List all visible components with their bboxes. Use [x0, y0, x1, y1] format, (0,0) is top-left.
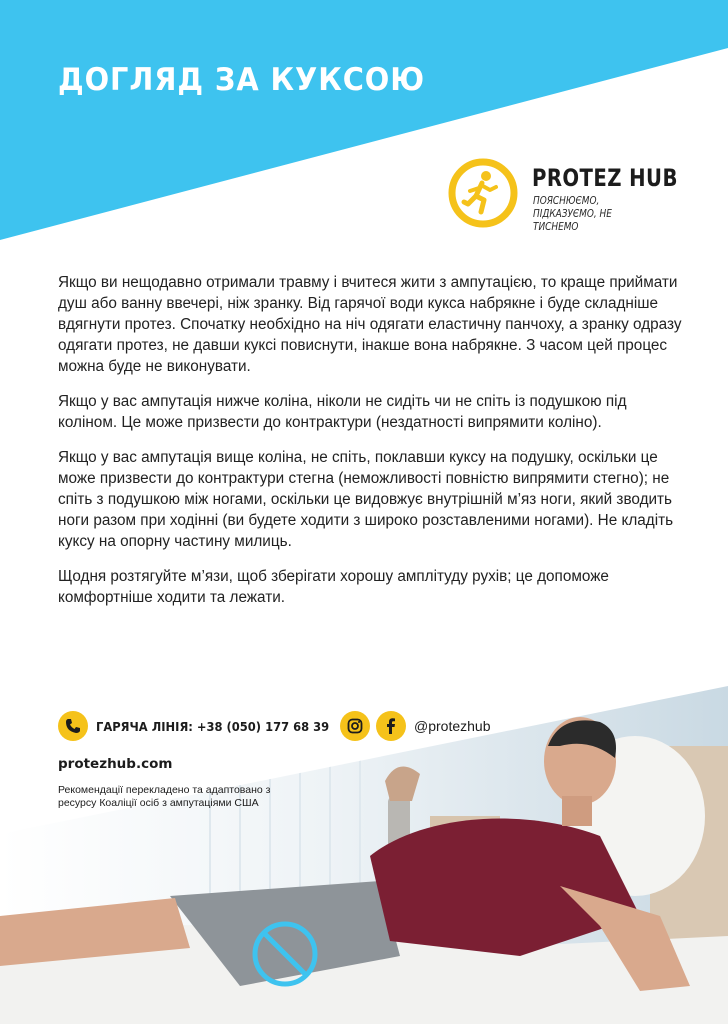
- hotline-number[interactable]: ГАРЯЧА ЛІНІЯ: +38 (050) 177 68 39: [96, 718, 330, 734]
- article-body: [58, 272, 688, 622]
- website-link[interactable]: protezhub.com: [58, 756, 173, 772]
- paragraph: Якщо ви нещодавно отримали травму і вчитеся жити з ампутацією, то краще приймати душ або ванну ввечері, ніж зранку. Від гарячої води кукса набрякне і буде складніше вдягнути протез. Спочатку необхідно на ніч одягати еластичну панчоху, а зранку одразу одягати протез, не давши куксі повиснути, інакше вона набрякне. З часом цей процес можна буде не виконувати.: [58, 274, 682, 375]
- phone-icon[interactable]: [58, 711, 88, 741]
- protez-hub-logo: [448, 158, 708, 233]
- instagram-icon[interactable]: [340, 711, 370, 741]
- running-person-icon: [448, 158, 518, 228]
- hotline: [58, 710, 349, 742]
- logo-name: PROTEZ HUB: [532, 164, 678, 192]
- paragraph: Щодня розтягуйте м’язи, щоб зберігати хорошу амплітуду рухів; це допоможе комфортніше ходити та лежати.: [58, 568, 609, 606]
- paragraph: Якщо у вас ампутація нижче коліна, ніколи не сидіть чи не спіть із подушкою під коліном. Це може призвести до контрактури (нездатності випрямити коліно).: [58, 393, 627, 431]
- facebook-icon[interactable]: [376, 711, 406, 741]
- social-links: [340, 710, 490, 742]
- paragraph: Якщо у вас ампутація вище коліна, не спіть, поклавши куксу на подушку, оскільки це може призвести до контрактури стегна (неможливості повністю випрямити стегно); не спіть з подушкою між ногами, оскільки це видовжує внутрішній м’яз ноги, який зводить ноги разом при ходінні (ви будете ходити з широко розставленими ногами). Не кладіть куксу на опорну частину милиць.: [58, 449, 674, 550]
- social-handle[interactable]: @protezhub: [414, 718, 491, 734]
- page-title: ДОГЛЯД ЗА КУКСОЮ: [58, 62, 426, 98]
- credit-note: Рекомендації перекладено та адаптовано з ресурсу Коаліції осіб з ампутаціями США: [58, 784, 271, 809]
- logo-tagline: ПОЯСНЮЄМО, ПІДКАЗУЄМО, НЕ ТИСНЕМО: [533, 195, 612, 233]
